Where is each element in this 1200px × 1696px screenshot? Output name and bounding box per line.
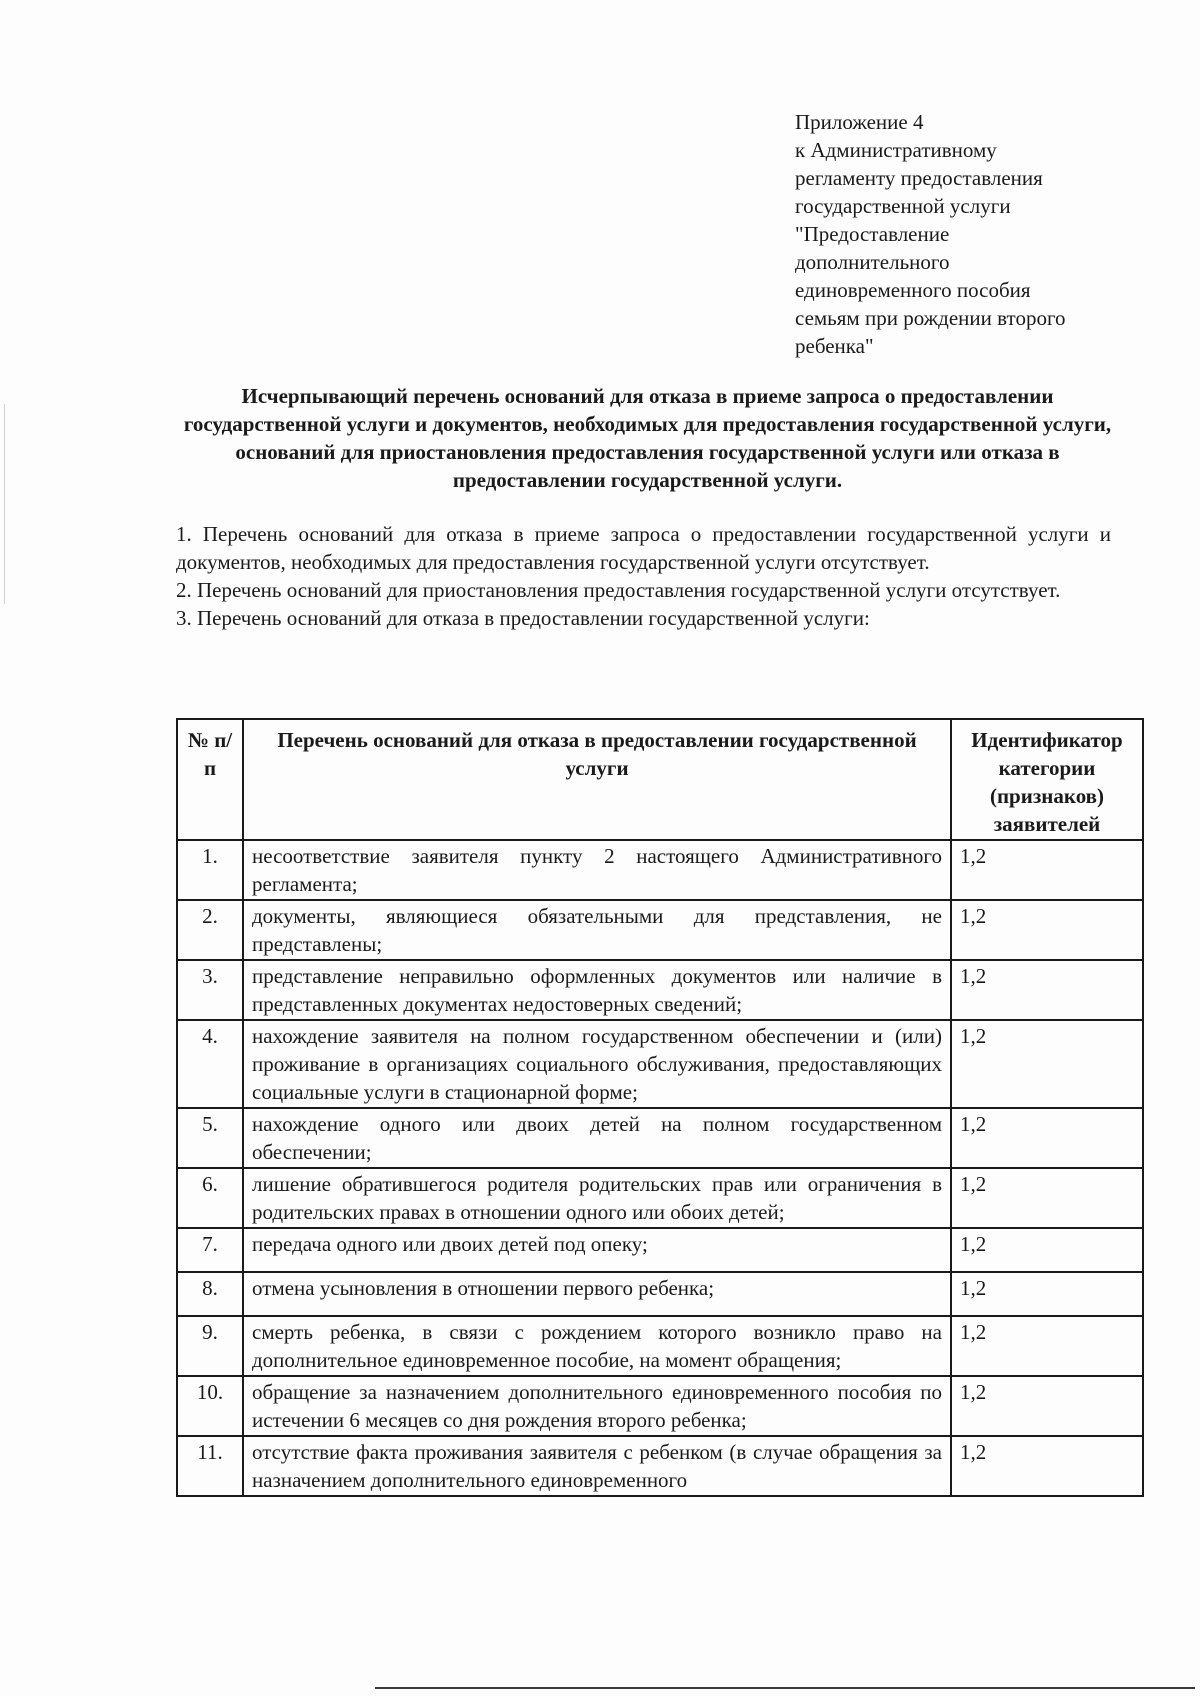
appendix-line: дополнительного (795, 250, 950, 274)
row-number: 3. (177, 960, 243, 1020)
bottom-scan-line (375, 1687, 1195, 1689)
appendix-line: ребенка" (795, 334, 874, 358)
row-reason: документы, являющиеся обязательными для представления, не представлены; (243, 900, 951, 960)
row-number: 8. (177, 1272, 243, 1316)
row-number: 5. (177, 1108, 243, 1168)
table-row (177, 1436, 1143, 1496)
appendix-line: Приложение 4 (795, 110, 924, 134)
table-row (177, 1316, 1143, 1376)
row-number: 2. (177, 900, 243, 960)
row-reason: нахождение одного или двоих детей на полном государственном обеспечении; (243, 1108, 951, 1168)
appendix-line: единовременного пособия (795, 278, 1031, 302)
row-category-code: 1,2 (951, 960, 1143, 1020)
table-row (177, 1376, 1143, 1436)
row-number: 9. (177, 1316, 243, 1376)
table-row (177, 1272, 1143, 1316)
appendix-line: государственной услуги (795, 194, 1011, 218)
table-row (177, 900, 1143, 960)
row-number: 7. (177, 1228, 243, 1272)
row-reason: лишение обратившегося родителя родительских прав или ограничения в родительских правах в отношении одного или обоих детей; (243, 1168, 951, 1228)
table-row (177, 840, 1143, 900)
row-category-code: 1,2 (951, 1020, 1143, 1108)
table-row (177, 1168, 1143, 1228)
row-number: 1. (177, 840, 243, 900)
intro-paragraphs (176, 520, 1111, 632)
row-category-code: 1,2 (951, 1228, 1143, 1272)
refusal-reasons-table (176, 718, 1144, 1497)
row-reason: нахождение заявителя на полном государственном обеспечении и (или) проживание в организациях социального обслуживания, предоставляющих социальные услуги в стационарной форме; (243, 1020, 951, 1108)
row-reason: отсутствие факта проживания заявителя с ребенком (в случае обращения за назначением дополнительного единовременного (243, 1436, 951, 1496)
row-category-code: 1,2 (951, 1272, 1143, 1316)
row-category-code: 1,2 (951, 1108, 1143, 1168)
row-category-code: 1,2 (951, 1316, 1143, 1376)
row-category-code: 1,2 (951, 900, 1143, 960)
row-reason: несоответствие заявителя пункту 2 настоящего Административного регламента; (243, 840, 951, 900)
row-number: 6. (177, 1168, 243, 1228)
table-row (177, 1228, 1143, 1272)
appendix-line: "Предоставление (795, 222, 950, 246)
paragraph-2: 2. Перечень оснований для приостановления предоставления государственной услуги отсутствует. (176, 578, 1061, 602)
paragraph-3: 3. Перечень оснований для отказа в предоставлении государственной услуги: (176, 606, 870, 630)
paragraph-1: 1. Перечень оснований для отказа в приеме запроса о предоставлении государственной услуги и документов, необходимых для предоставления государственной услуги отсутствует. (176, 522, 1111, 574)
row-category-code: 1,2 (951, 1436, 1143, 1496)
table-row (177, 1108, 1143, 1168)
appendix-header (795, 108, 1115, 360)
header-number: № п/п (177, 719, 243, 840)
header-reason: Перечень оснований для отказа в предоставлении государственной услуги (243, 719, 951, 840)
row-reason: обращение за назначением дополнительного единовременного пособия по истечении 6 месяцев со дня рождения второго ребенка; (243, 1376, 951, 1436)
row-reason: смерть ребенка, в связи с рождением которого возникло право на дополнительное единовременное пособие, на момент обращения; (243, 1316, 951, 1376)
row-reason: отмена усыновления в отношении первого ребенка; (243, 1272, 951, 1316)
table-row (177, 960, 1143, 1020)
appendix-line: семьям при рождении второго (795, 306, 1066, 330)
appendix-line: к Административному (795, 138, 997, 162)
row-reason: передача одного или двоих детей под опеку; (243, 1228, 951, 1272)
row-reason: представление неправильно оформленных документов или наличие в представленных документах недостоверных сведений; (243, 960, 951, 1020)
table-header-row (177, 719, 1143, 840)
scan-edge-mark (4, 404, 5, 604)
row-number: 10. (177, 1376, 243, 1436)
document-title: Исчерпывающий перечень оснований для отказа в приеме запроса о предоставлении государственной услуги и документов, необходимых для предоставления государственной услуги, оснований для приостановления предоставления государственной услуги или отказа в предоставлении государственной услуги. (183, 384, 1112, 492)
row-category-code: 1,2 (951, 840, 1143, 900)
appendix-line: регламенту предоставления (795, 166, 1043, 190)
row-category-code: 1,2 (951, 1376, 1143, 1436)
header-category: Идентификатор категории (признаков) заявителей (951, 719, 1143, 840)
row-number: 4. (177, 1020, 243, 1108)
row-category-code: 1,2 (951, 1168, 1143, 1228)
table-row (177, 1020, 1143, 1108)
row-number: 11. (177, 1436, 243, 1496)
